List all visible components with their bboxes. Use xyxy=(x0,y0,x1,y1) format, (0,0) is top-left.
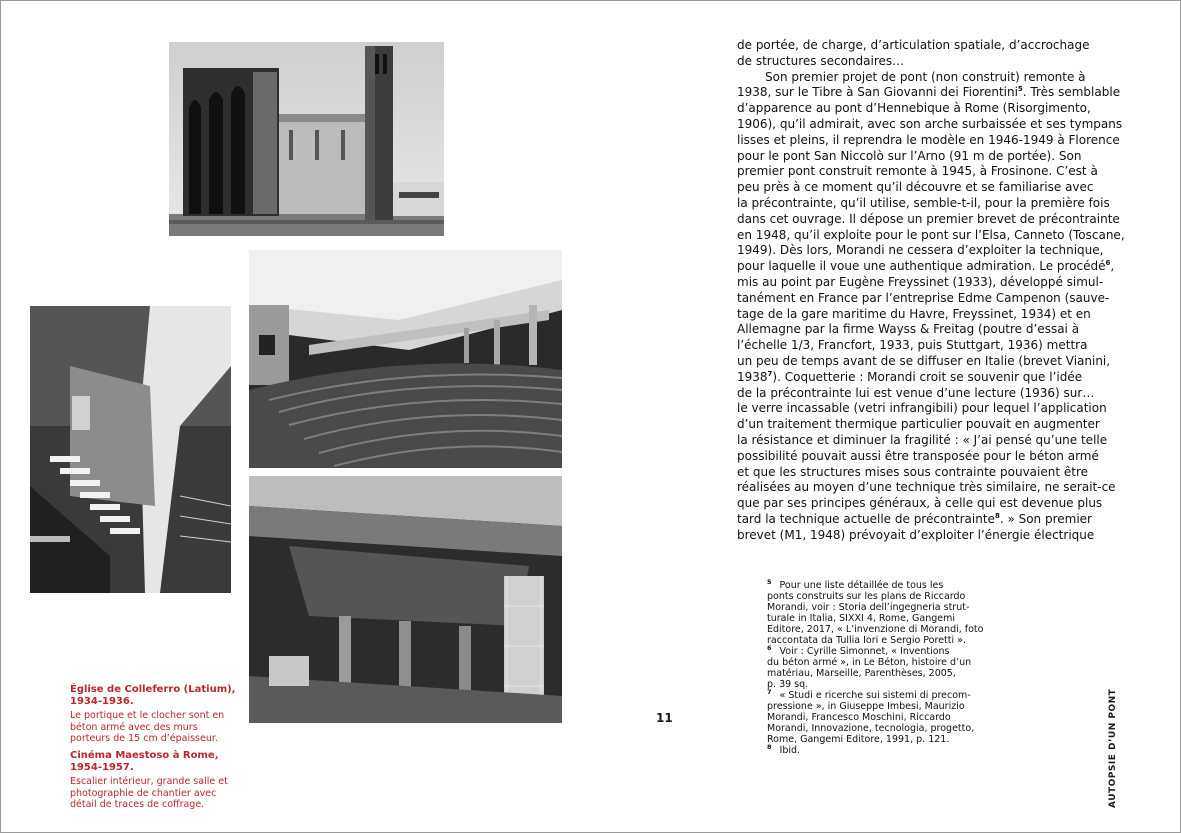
body-line-text: . » Son premier xyxy=(999,511,1092,526)
body-line-text: possibilité pouvait aussi être transposée pour le béton armé xyxy=(737,448,1099,463)
body-line xyxy=(737,69,1086,86)
body-line-text: pour laquelle il voue une authentique admiration. Le procédé xyxy=(737,259,1106,274)
body-line-text: que par ses principes généraux, à celle qui est devenue plus xyxy=(737,496,1103,511)
body-line xyxy=(737,243,1104,259)
body-line xyxy=(737,401,1107,417)
body-line xyxy=(737,353,1111,370)
body-line xyxy=(737,417,1100,433)
body-line xyxy=(737,85,1121,101)
footnotes xyxy=(767,577,984,756)
body-line-text: . Très semblable xyxy=(1022,85,1121,100)
body-line-text: tard la technique actuelle de précontrainte xyxy=(737,511,995,526)
church-caption-title: Église de Colleferro (Latium), 1934-1936. xyxy=(70,684,236,707)
body-line-text: 1938 xyxy=(737,369,768,384)
footnote-number: 5 xyxy=(767,577,772,586)
body-line-text: lisses et pleins, il reprendra le modèle en 1946-1949 à Florence xyxy=(737,132,1120,147)
body-line-text: 1938, sur le Tibre à San Giovanni dei Fiorentini xyxy=(737,85,1018,100)
body-line-text: 1906), qu’il admirait, avec son arche surbaissée et ses tympans xyxy=(737,116,1123,131)
body-line-text: tage de la gare maritime du Havre, Freyssinet, 1934) et en xyxy=(737,306,1091,321)
footnote-text: « Studi e ricerche sui sistemi di precom- xyxy=(779,690,971,701)
church-caption-text: Le portique et le clocher sont en béton armé avec des murs porteurs de 15 cm d’épaisseur. xyxy=(70,710,225,744)
footnote-text: Rome, Gangemi Editore, 1991, p. 121. xyxy=(767,734,950,745)
body-line-text: de structures secondaires… xyxy=(737,53,905,68)
body-text xyxy=(737,38,1125,544)
body-line xyxy=(737,480,1116,496)
footnote-text: Ibid. xyxy=(779,745,801,756)
staircase-photo xyxy=(30,306,231,593)
footnote-text: matériau, Marseille, Parenthèses, 2005, xyxy=(767,668,956,679)
body-line-text: d’un traitement thermique particulier pouvait en augmenter xyxy=(737,417,1100,432)
body-line-text: 1949). Dès lors, Morandi ne cessera d’exploiter la technique, xyxy=(737,243,1104,258)
body-line xyxy=(737,322,1080,338)
church-photo xyxy=(169,42,444,236)
body-line xyxy=(737,290,1110,307)
footnote-line xyxy=(767,657,977,668)
body-line xyxy=(737,195,1110,212)
footnote-line xyxy=(767,734,977,745)
footnote-line xyxy=(767,643,977,657)
footnote-text: raccontata da Tullia Iori e Sergio Poretti ». xyxy=(767,635,966,646)
footnote-text: Morandi, voir : Storia dell’ingegneria strut- xyxy=(767,602,970,613)
footnote-line xyxy=(767,742,977,756)
body-line-text: mis au point par Eugène Freyssinet (1933), développé simul- xyxy=(737,274,1104,289)
footnote-text: turale in Italia, SIXXI 4, Rome, Gangemi xyxy=(767,613,955,624)
footnote-ref: 8 xyxy=(994,511,1000,520)
body-line xyxy=(737,385,1095,402)
body-line xyxy=(737,448,1099,465)
body-line xyxy=(737,527,1095,544)
body-line-text: , xyxy=(1110,259,1115,274)
body-line-text: réalisées au moyen d’une technique très similaire, ne serait-ce xyxy=(737,480,1116,495)
body-line-text: le verre incassable (vetri infrangibili) pour lequel l’application xyxy=(737,401,1107,416)
body-line xyxy=(737,306,1091,323)
body-line xyxy=(737,496,1103,512)
footnote-line xyxy=(767,712,977,723)
body-line-text: de la précontrainte lui est venue d’une lecture (1936) sur… xyxy=(737,385,1095,400)
cinema-caption xyxy=(70,750,240,811)
footnote-line xyxy=(767,602,977,613)
footnote-line xyxy=(767,624,984,635)
footnote-text: Morandi, Francesco Moschini, Riccardo xyxy=(767,712,951,723)
body-line-text: Son premier projet de pont (non construit) remonte à xyxy=(765,69,1086,84)
footnote-text: ponts construits sur les plans de Riccardo xyxy=(767,591,966,602)
body-line xyxy=(737,54,1037,70)
footnote-line xyxy=(767,577,977,591)
footnote-number: 7 xyxy=(767,687,772,696)
body-line xyxy=(737,148,1082,165)
footnote-line xyxy=(767,591,977,602)
body-line-text: d’apparence au pont d’Hennebique à Rome (Risorgimento, xyxy=(737,101,1091,116)
body-line xyxy=(737,227,1125,244)
footnote-line xyxy=(767,687,977,701)
body-line xyxy=(737,274,1104,291)
church-caption xyxy=(70,684,240,745)
body-line-text: premier pont construit remonte à 1945, à Frosinone. C’est à xyxy=(737,164,1098,179)
body-line xyxy=(737,211,1120,228)
footnote-text: du béton armé », in Le Béton, histoire d’un xyxy=(767,657,972,668)
body-line-text: brevet (M1, 1948) prévoyait d’exploiter l’énergie électrique xyxy=(737,527,1095,542)
footnote-line xyxy=(767,679,977,690)
footnote-text: pressione », in Giuseppe Imbesi, Maurizio xyxy=(767,701,965,712)
body-line xyxy=(737,38,1090,54)
body-line xyxy=(737,116,1123,133)
body-line xyxy=(737,511,1092,528)
body-line-text: la précontrainte, qu’il utilise, semble-t-il, pour la première fois xyxy=(737,195,1110,210)
cinema-caption-text: Escalier intérieur, grande salle et photographie de chantier avec détail de traces de coffrage. xyxy=(70,776,228,810)
cinema-caption-title: Cinéma Maestoso à Rome, 1954-1957. xyxy=(70,750,219,773)
body-line xyxy=(737,369,1083,386)
footnote-line xyxy=(767,613,977,624)
footnote-number: 6 xyxy=(767,643,772,652)
cinema-hall-photo xyxy=(249,250,562,468)
body-line-text: et que les structures mises sous contrainte pouvaient être xyxy=(737,464,1088,479)
footnote-text: Editore, 2017, « L’invenzione di Morandi, foto xyxy=(767,624,984,635)
body-line-text: peu près à ce moment qu’il découvre et se familiarise avec xyxy=(737,180,1094,195)
footnote-line xyxy=(767,701,977,712)
footnote-line xyxy=(767,668,977,679)
running-head: AUTOPSIE D’UN PONT xyxy=(1108,688,1118,808)
body-line-text: la résistance et diminuer la fragilité : « J’ai pensé qu’une telle xyxy=(737,432,1108,447)
body-line-text: un peu de temps avant de se diffuser en Italie (brevet Vianini, xyxy=(737,353,1111,368)
body-line xyxy=(737,464,1088,481)
construction-site-photo xyxy=(249,476,562,723)
body-line xyxy=(737,432,1108,449)
footnote-line xyxy=(767,635,977,646)
body-line-text: de portée, de charge, d’articulation spatiale, d’accrochage xyxy=(737,38,1090,52)
body-line xyxy=(737,338,1088,354)
body-line-text: pour le pont San Niccolò sur l’Arno (91 m de portée). Son xyxy=(737,148,1082,163)
body-line xyxy=(737,180,1094,196)
body-line-text: tanément en France par l’entreprise Edme Campenon (sauve- xyxy=(737,290,1110,305)
body-line xyxy=(737,259,1115,275)
page-number: 11 xyxy=(656,711,673,725)
footnote-text: Voir : Cyrille Simonnet, « Inventions xyxy=(779,646,950,657)
footnote-ref: 6 xyxy=(1105,259,1111,268)
body-line-text: l’échelle 1/3, Francfort, 1933, puis Stuttgart, 1936) mettra xyxy=(737,338,1088,353)
footnote-line xyxy=(767,723,977,734)
body-line xyxy=(737,164,1098,180)
footnote-ref: 5 xyxy=(1017,85,1023,94)
body-line-text: ). Coquetterie : Morandi croit se souvenir que l’idée xyxy=(772,369,1083,384)
footnote-number: 8 xyxy=(767,742,772,751)
body-line xyxy=(737,132,1120,149)
footnote-ref: 7 xyxy=(767,369,773,378)
footnote-text: Pour une liste détaillée de tous les xyxy=(779,580,944,591)
body-line-text: Allemagne par la firme Wayss & Freitag (poutre d’essai à xyxy=(737,322,1080,337)
body-line xyxy=(737,101,1091,117)
footnote-text: Morandi, Innovazione, tecnologia, progetto, xyxy=(767,723,975,734)
body-line-text: dans cet ouvrage. Il dépose un premier brevet de précontrainte xyxy=(737,211,1120,226)
body-line-text: en 1948, qu’il exploite pour le pont sur l’Elsa, Canneto (Toscane, xyxy=(737,227,1125,242)
footnote-text: p. 39 sq. xyxy=(767,679,809,690)
